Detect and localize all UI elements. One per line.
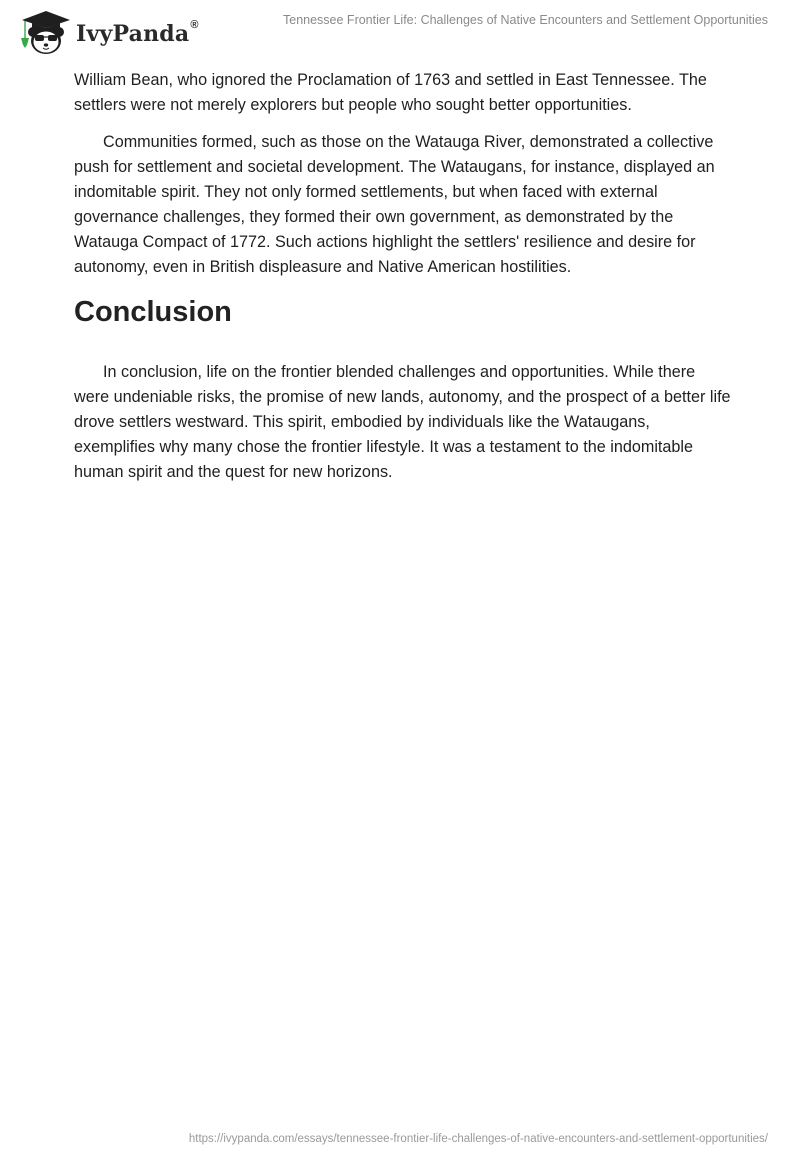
body-paragraph: William Bean, who ignored the Proclamation of 1763 and settled in East Tennessee. The settlers were not merely explorers but people who sought better opportunities. xyxy=(74,71,707,114)
document-title: Tennessee Frontier Life: Challenges of Native Encounters and Settlement Opportunities xyxy=(283,13,768,27)
conclusion-paragraph: In conclusion, life on the frontier blended challenges and opportunities. While there were undeniable risks, the promise of new lands, autonomy, and the prospect of a better life drove settlers westward. This spirit, embodied by individuals like the Wataugans, exemplifies why many chose the frontier lifestyle. It was a testament to the indomitable human spirit and the quest for new horizons. xyxy=(74,363,731,481)
section-heading-conclusion: Conclusion xyxy=(74,296,232,328)
source-url-link[interactable]: https://ivypanda.com/essays/tennessee-frontier-life-challenges-of-native-encounters-and-settlement-opportunities/ xyxy=(188,1133,768,1145)
ivypanda-logo[interactable] xyxy=(16,8,199,56)
page-header xyxy=(0,0,800,60)
logo-wordmark: IvyPanda® xyxy=(76,19,199,47)
registered-mark: ® xyxy=(190,19,199,31)
body-paragraph: Communities formed, such as those on the Watauga River, demonstrated a collective push for settlement and societal development. The Wataugans, for instance, displayed an indomitable spirit. They not only formed settlements, but when faced with external governance challenges, they formed their own government, as demonstrated by the Watauga Compact of 1772. Such actions highlight the settlers' resilience and desire for autonomy, even in British displeasure and Native American hostilities. xyxy=(74,133,715,276)
panda-graduation-cap-icon xyxy=(16,8,74,56)
essay-body xyxy=(74,68,734,497)
